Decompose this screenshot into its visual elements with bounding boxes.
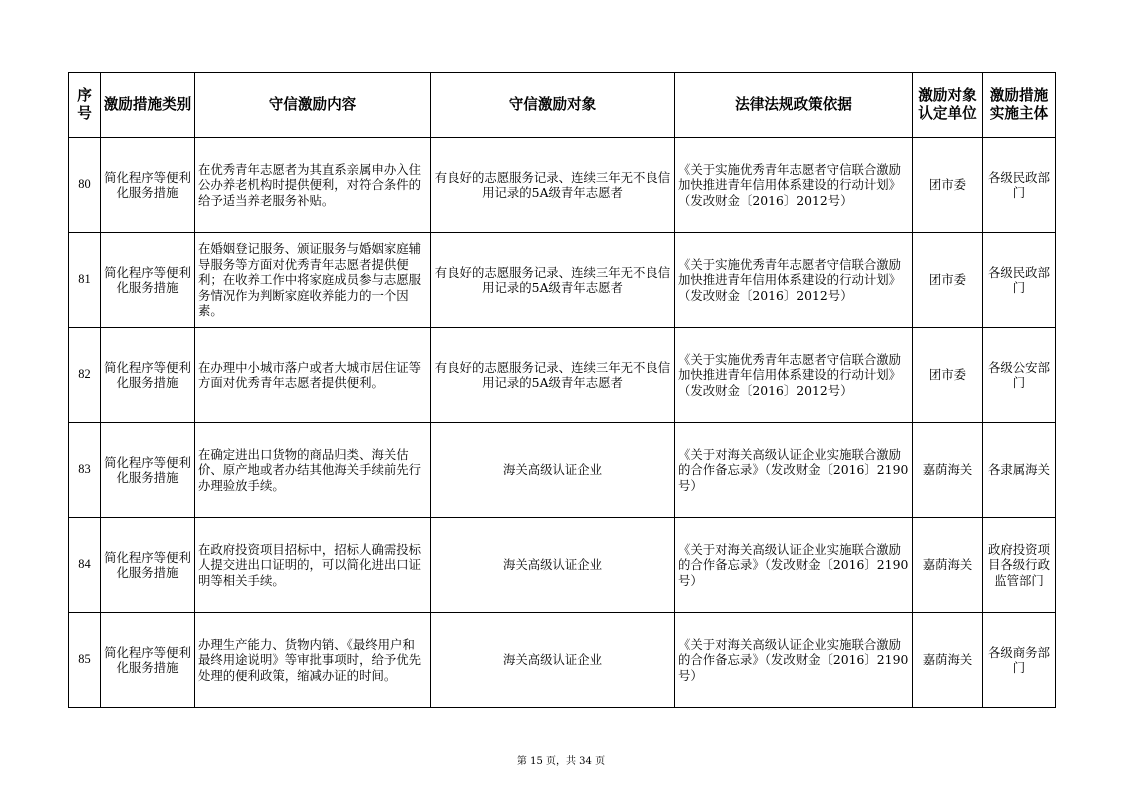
row-number: 84: [69, 518, 101, 613]
table-row: [69, 138, 1056, 233]
row-basis: 《关于对海关高级认证企业实施联合激励的合作备忘录》（发改财金〔2016〕2190号）: [675, 423, 913, 518]
row-unit: 嘉荫海关: [913, 518, 983, 613]
header-content: 守信激励内容: [195, 73, 431, 138]
row-category: 简化程序等便利化服务措施: [101, 233, 195, 328]
row-content: 在优秀青年志愿者为其直系亲属申办入住公办养老机构时提供便利，对符合条件的给予适当养老服务补贴。: [195, 138, 431, 233]
row-number: 83: [69, 423, 101, 518]
row-executor: 各级民政部门: [983, 138, 1056, 233]
row-content: 办理生产能力、货物内销、《最终用户和最终用途说明》等审批事项时，给予优先处理的便利政策，缩减办证的时间。: [195, 613, 431, 708]
row-object: 有良好的志愿服务记录、连续三年无不良信用记录的5A级青年志愿者: [431, 138, 675, 233]
row-category: 简化程序等便利化服务措施: [101, 138, 195, 233]
header-unit: 激励对象认定单位: [913, 73, 983, 138]
row-category: 简化程序等便利化服务措施: [101, 423, 195, 518]
header-basis: 法律法规政策依据: [675, 73, 913, 138]
table-row: [69, 613, 1056, 708]
row-basis: 《关于实施优秀青年志愿者守信联合激励加快推进青年信用体系建设的行动计划》（发改财金〔2016〕2012号）: [675, 138, 913, 233]
header-no: 序号: [69, 73, 101, 138]
table-row: [69, 233, 1056, 328]
row-object: 海关高级认证企业: [431, 518, 675, 613]
header-category: 激励措施类别: [101, 73, 195, 138]
row-executor: 各级民政部门: [983, 233, 1056, 328]
row-unit: 嘉荫海关: [913, 423, 983, 518]
incentive-measures-table: [68, 72, 1056, 708]
row-content: 在确定进出口货物的商品归类、海关估价、原产地或者办结其他海关手续前先行办理验放手续。: [195, 423, 431, 518]
row-category: 简化程序等便利化服务措施: [101, 613, 195, 708]
row-basis: 《关于对海关高级认证企业实施联合激励的合作备忘录》（发改财金〔2016〕2190号）: [675, 613, 913, 708]
row-number: 82: [69, 328, 101, 423]
table-row: [69, 328, 1056, 423]
header-object: 守信激励对象: [431, 73, 675, 138]
row-object: 有良好的志愿服务记录、连续三年无不良信用记录的5A级青年志愿者: [431, 233, 675, 328]
row-number: 81: [69, 233, 101, 328]
row-executor: 各级公安部门: [983, 328, 1056, 423]
row-unit: 团市委: [913, 328, 983, 423]
row-content: 在办理中小城市落户或者大城市居住证等方面对优秀青年志愿者提供便利。: [195, 328, 431, 423]
row-category: 简化程序等便利化服务措施: [101, 518, 195, 613]
row-basis: 《关于实施优秀青年志愿者守信联合激励加快推进青年信用体系建设的行动计划》（发改财金〔2016〕2012号）: [675, 328, 913, 423]
row-object: 有良好的志愿服务记录、连续三年无不良信用记录的5A级青年志愿者: [431, 328, 675, 423]
row-basis: 《关于对海关高级认证企业实施联合激励的合作备忘录》（发改财金〔2016〕2190号）: [675, 518, 913, 613]
row-object: 海关高级认证企业: [431, 423, 675, 518]
row-unit: 团市委: [913, 233, 983, 328]
row-unit: 嘉荫海关: [913, 613, 983, 708]
row-executor: 各级商务部门: [983, 613, 1056, 708]
row-number: 80: [69, 138, 101, 233]
table-header-row: [69, 73, 1056, 138]
row-object: 海关高级认证企业: [431, 613, 675, 708]
row-number: 85: [69, 613, 101, 708]
table-row: [69, 423, 1056, 518]
page-footer: 第 15 页，共 34 页: [516, 756, 606, 767]
row-unit: 团市委: [913, 138, 983, 233]
row-executor: 各隶属海关: [983, 423, 1056, 518]
row-content: 在婚姻登记服务、颁证服务与婚姻家庭辅导服务等方面对优秀青年志愿者提供便利；在收养工作中将家庭成员参与志愿服务情况作为判断家庭收养能力的一个因素。: [195, 233, 431, 328]
row-category: 简化程序等便利化服务措施: [101, 328, 195, 423]
row-content: 在政府投资项目招标中，招标人确需投标人提交进出口证明的，可以简化进出口证明等相关手续。: [195, 518, 431, 613]
table-row: [69, 518, 1056, 613]
header-executor: 激励措施实施主体: [983, 73, 1056, 138]
row-basis: 《关于实施优秀青年志愿者守信联合激励加快推进青年信用体系建设的行动计划》（发改财金〔2016〕2012号）: [675, 233, 913, 328]
row-executor: 政府投资项目各级行政监管部门: [983, 518, 1056, 613]
